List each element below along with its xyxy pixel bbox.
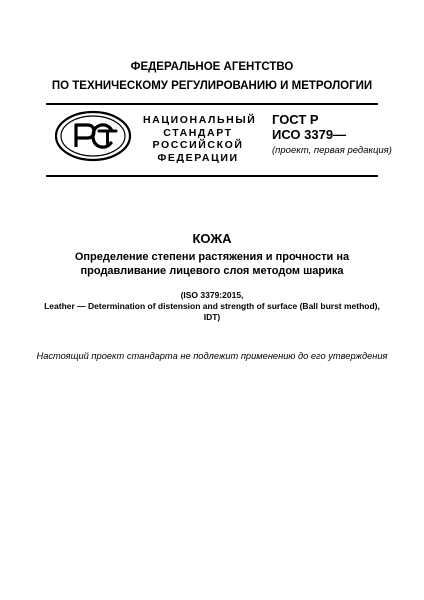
iso-line-2: Leather — Determination of distension and strength of surface (Ball burst method),: [44, 301, 380, 311]
iso-line-1: (ISO 3379:2015,: [180, 290, 244, 300]
gost-line-2: ИСО 3379—: [272, 127, 347, 142]
national-line-4: ФЕДЕРАЦИИ: [157, 151, 239, 164]
document-title: КОЖА: [192, 231, 232, 246]
subtitle-line-2: продавливание лицевого слоя методом шарика: [80, 265, 344, 277]
national-line-2: СТАНДАРТ: [163, 126, 233, 139]
national-line-3: РОССИЙСКОЙ: [152, 139, 244, 151]
agency-header: [0, 58, 424, 96]
gost-line-1: ГОСТ Р: [272, 112, 319, 127]
national-line-1: НАЦИОНАЛЬНЫЙ: [143, 114, 257, 126]
draft-note: (проект, первая редакция): [272, 145, 392, 156]
national-standard-label: [143, 114, 257, 164]
applicability-note: Настоящий проект стандарта не подлежит применению до его утверждения: [36, 351, 388, 361]
subtitle-line-1: Определение степени растяжения и прочности на: [74, 251, 350, 263]
document-subtitle: [40, 250, 384, 278]
iso-line-3: IDT): [203, 312, 221, 322]
rst-emblem-icon: [54, 110, 132, 162]
bottom-divider: [46, 175, 378, 177]
top-divider: [46, 103, 378, 105]
gost-designation: [272, 112, 402, 142]
iso-reference: [30, 290, 394, 323]
agency-line-2: ПО ТЕХНИЧЕСКОМУ РЕГУЛИРОВАНИЮ И МЕТРОЛОГИИ: [51, 80, 373, 92]
agency-line-1: ФЕДЕРАЛЬНОЕ АГЕНТСТВО: [130, 61, 294, 73]
